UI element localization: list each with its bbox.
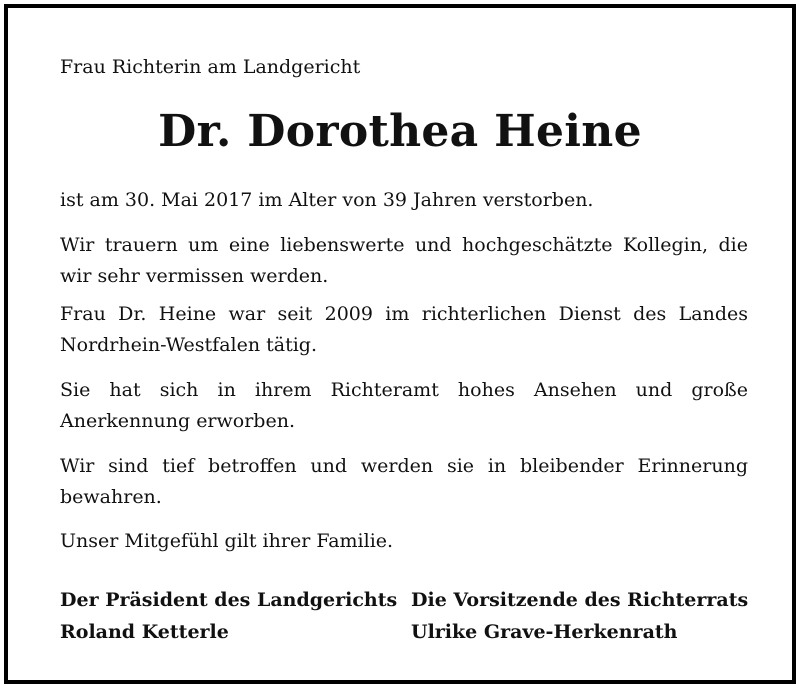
obituary-notice (4, 4, 796, 684)
signatory-title: Die Vorsitzende des Richterrats (411, 589, 749, 611)
paragraph-remembrance: Wir sind tief betroffen und werden sie in bleibender Erinnerung bewahren. (60, 455, 748, 508)
signatory-title: Der Präsident des Landgerichts (60, 589, 398, 611)
signatory-name: Ulrike Grave-Herkenrath (411, 621, 678, 643)
paragraph-reputation: Sie hat sich in ihrem Richteramt hohes Ansehen und große Anerkennung erworben. (60, 379, 748, 432)
signature-block-president (60, 584, 397, 648)
signature-block-council-chair (411, 584, 748, 648)
paragraph-service: Frau Dr. Heine war seit 2009 im richterlichen Dienst des Landes Nordrhein-Westfalen tätig. (60, 303, 748, 356)
deceased-name: Dr. Dorothea Heine (158, 106, 642, 157)
paragraph-death-date: ist am 30. Mai 2017 im Alter von 39 Jahren verstorben. (60, 189, 594, 211)
paragraph-condolence: Unser Mitgefühl gilt ihrer Familie. (60, 530, 394, 552)
paragraph-mourning: Wir trauern um eine liebenswerte und hochgeschätzte Kollegin, die wir sehr vermissen werden. (60, 234, 748, 287)
signatory-name: Roland Ketterle (60, 621, 229, 643)
intro-line: Frau Richterin am Landgericht (60, 56, 361, 78)
